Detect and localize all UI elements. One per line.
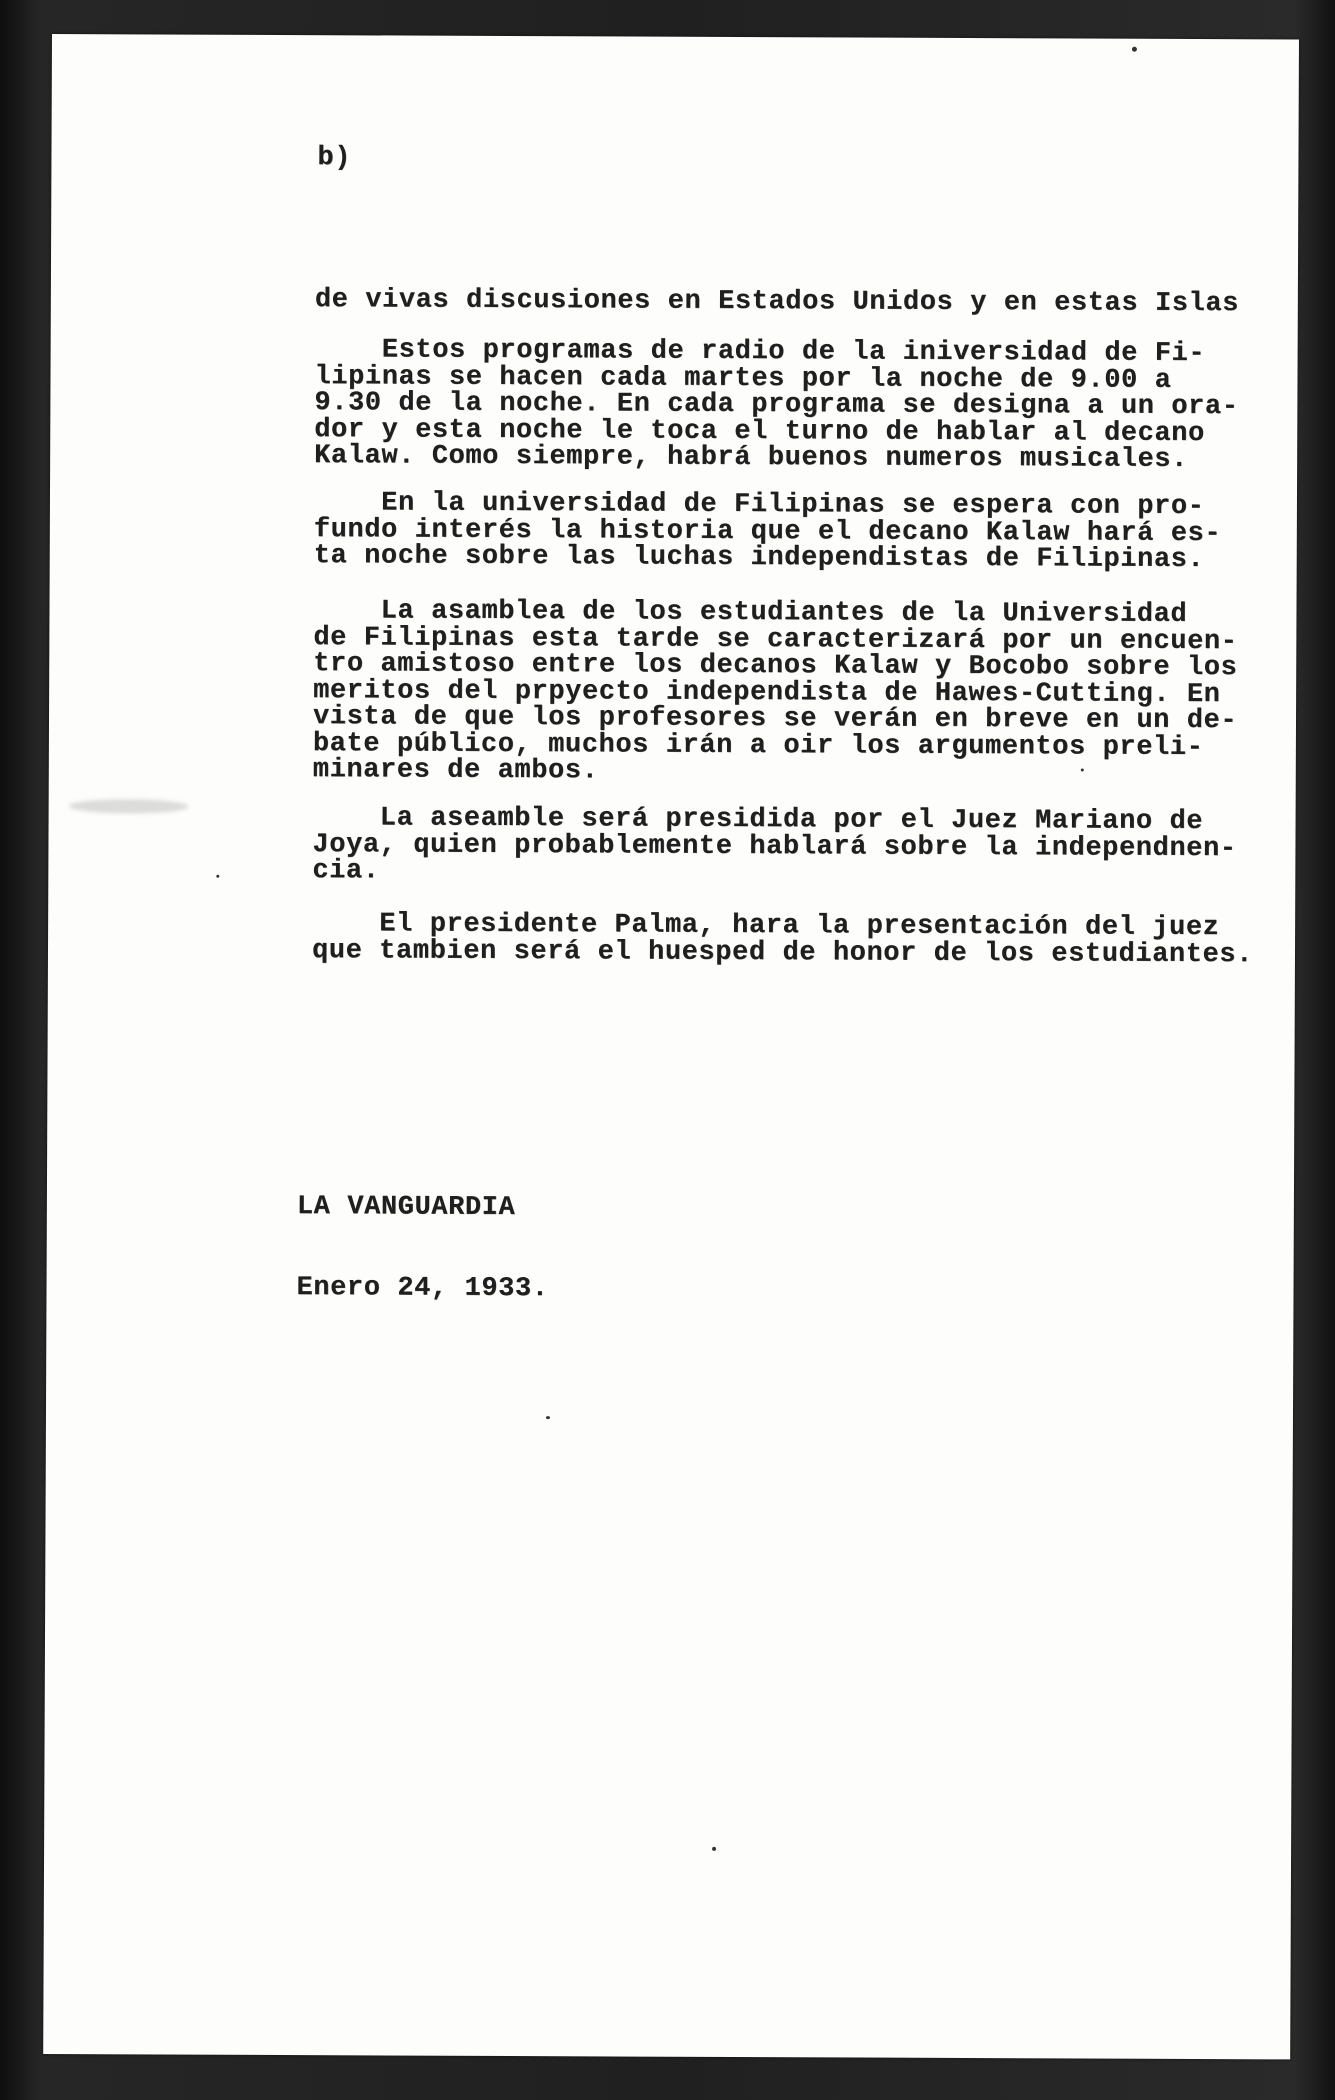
paragraph-4: La asamblea de los estudiantes de la Universidad de Filipinas esta tarde se caracterizará por un encuen- tro amistoso entre los decanos Kalaw y Bocobo sobre los meritos del prpyecto independista de Hawes-Cutting. En vista de que los profesores se verán en breve en un de- bate público, muchos irán a oir los argumentos preli- minares de ambos. <box>312 596 1238 787</box>
ink-speck <box>1132 47 1137 52</box>
paragraph-1: de vivas discusiones en Estados Unidos y en estas Islas <box>314 285 1240 320</box>
publication-date: Enero 24, 1933. <box>296 1273 549 1305</box>
signoff <box>296 1140 549 1357</box>
paragraph-6: El presidente Palma, hara la presentación del juez que tambien será el huesped de honor de los estudiantes. <box>311 909 1254 970</box>
publication-name: LA VANGUARDIA <box>296 1192 516 1224</box>
paragraph-3: En la universidad de Filipinas se espera con pro- fundo interés la historia que el decano Kalaw hará es- ta noche sobre las luchas independistas de Filipinas. <box>313 488 1222 576</box>
ink-speck <box>216 875 219 878</box>
ink-speck <box>546 1416 550 1419</box>
paragraph-2: Estos programas de radio de la iniversidad de Fi- lipinas se hacen cada martes por la noche de 9.00 a 9.30 de la noche. En cada programa se designa a un ora- dor y esta noche le toca el turno de hablar al decano Kalaw. Como siempre, habrá buenos numeros musicales. <box>314 335 1239 475</box>
paper-smudge <box>69 799 189 814</box>
paragraph-5: La aseamble será presidida por el Juez Mariano de Joya, quien probablemente hablará sobre la independnen- cia. <box>312 803 1237 887</box>
document-page <box>43 34 1299 2059</box>
ink-speck <box>712 1847 716 1851</box>
ink-speck <box>1081 768 1084 771</box>
section-label: b) <box>317 143 352 174</box>
